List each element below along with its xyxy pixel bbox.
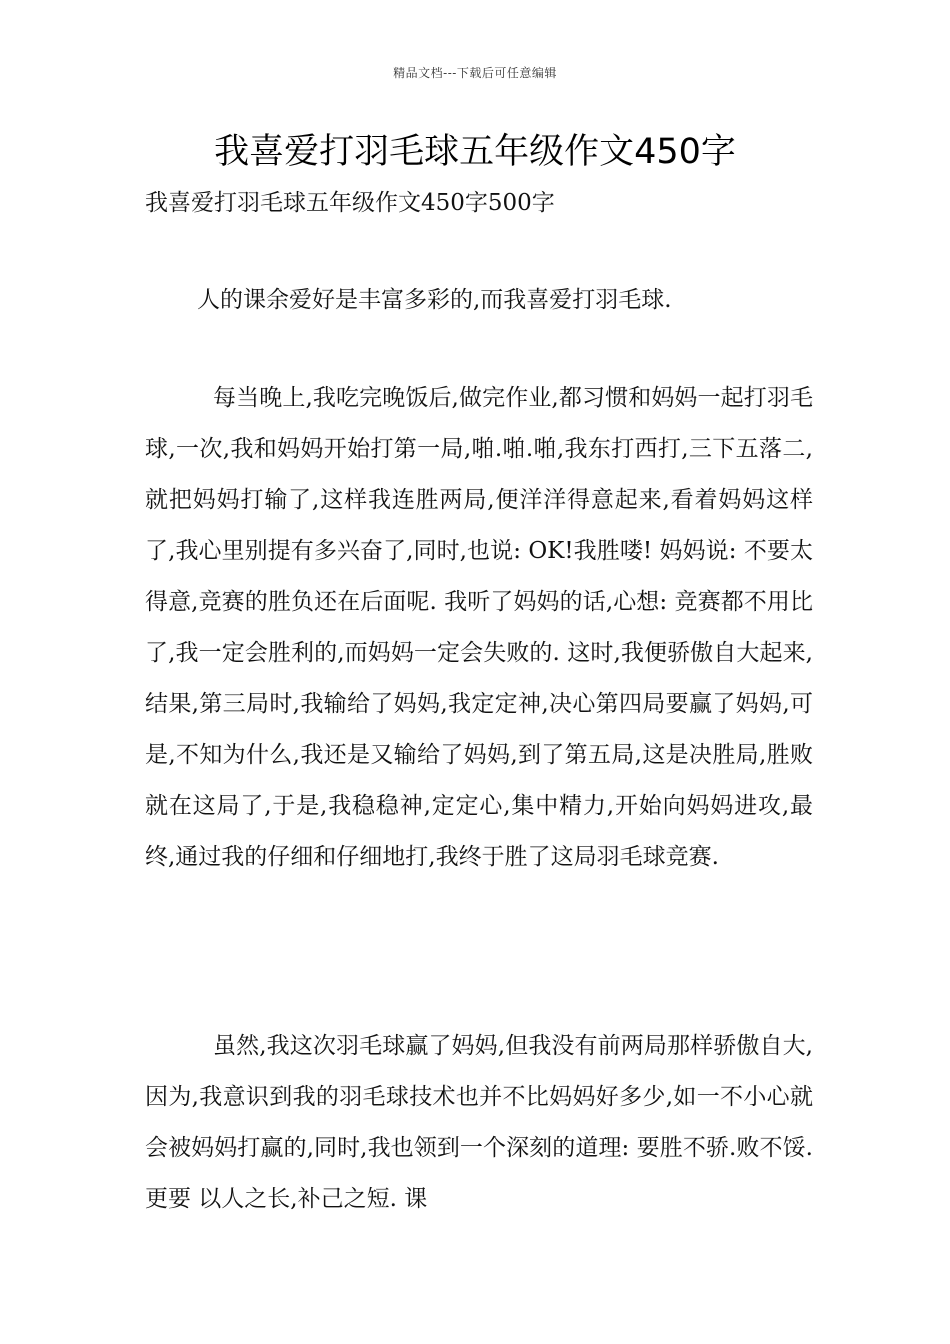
paragraph-1: 人的课余爱好是丰富多彩的,而我喜爱打羽毛球.: [197, 287, 672, 313]
paragraph-3: 虽然,我这次羽毛球赢了妈妈,但我没有前两局那样骄傲自大,因为,我意识到我的羽毛球技术也并不比妈妈好多少,如一不小心就会被妈妈打赢的,同时,我也领到一个深刻的道理: 要胜不骄.败不馁. 更要 以人之长,补己之短. 课: [145, 1033, 813, 1212]
page-subtitle: 我喜爱打羽毛球五年级作文450字500字: [145, 190, 555, 216]
header-note: 精品文档---下载后可任意编辑: [393, 66, 557, 80]
paragraph-2: 每当晚上,我吃完晚饭后,做完作业,都习惯和妈妈一起打羽毛球,一次,我和妈妈开始打第一局,啪.啪.啪,我东打西打,三下五落二,就把妈妈打输了,这样我连胜两局,便洋洋得意起来,看着妈妈这样了,我心里别提有多兴奋了,同时,也说: OK!我胜喽! 妈妈说: 不要太得意,竞赛的胜负还在后面呢. 我听了妈妈的话,心想: 竞赛都不用比了,我一定会胜利的,而妈妈一定会失败的. 这时,我便骄傲自大起来,结果,第三局时,我输给了妈妈,我定定神,决心第四局要赢了妈妈,可是,不知为什么,我还是又输给了妈妈,到了第五局,这是决胜局,胜败就在这局了,于是,我稳稳神,定定心,集中精力,开始向妈妈进攻,最终,通过我的仔细和仔细地打,我终于胜了这局羽毛球竞赛.: [145, 385, 813, 870]
page-title: 我喜爱打羽毛球五年级作文450字: [214, 132, 736, 172]
